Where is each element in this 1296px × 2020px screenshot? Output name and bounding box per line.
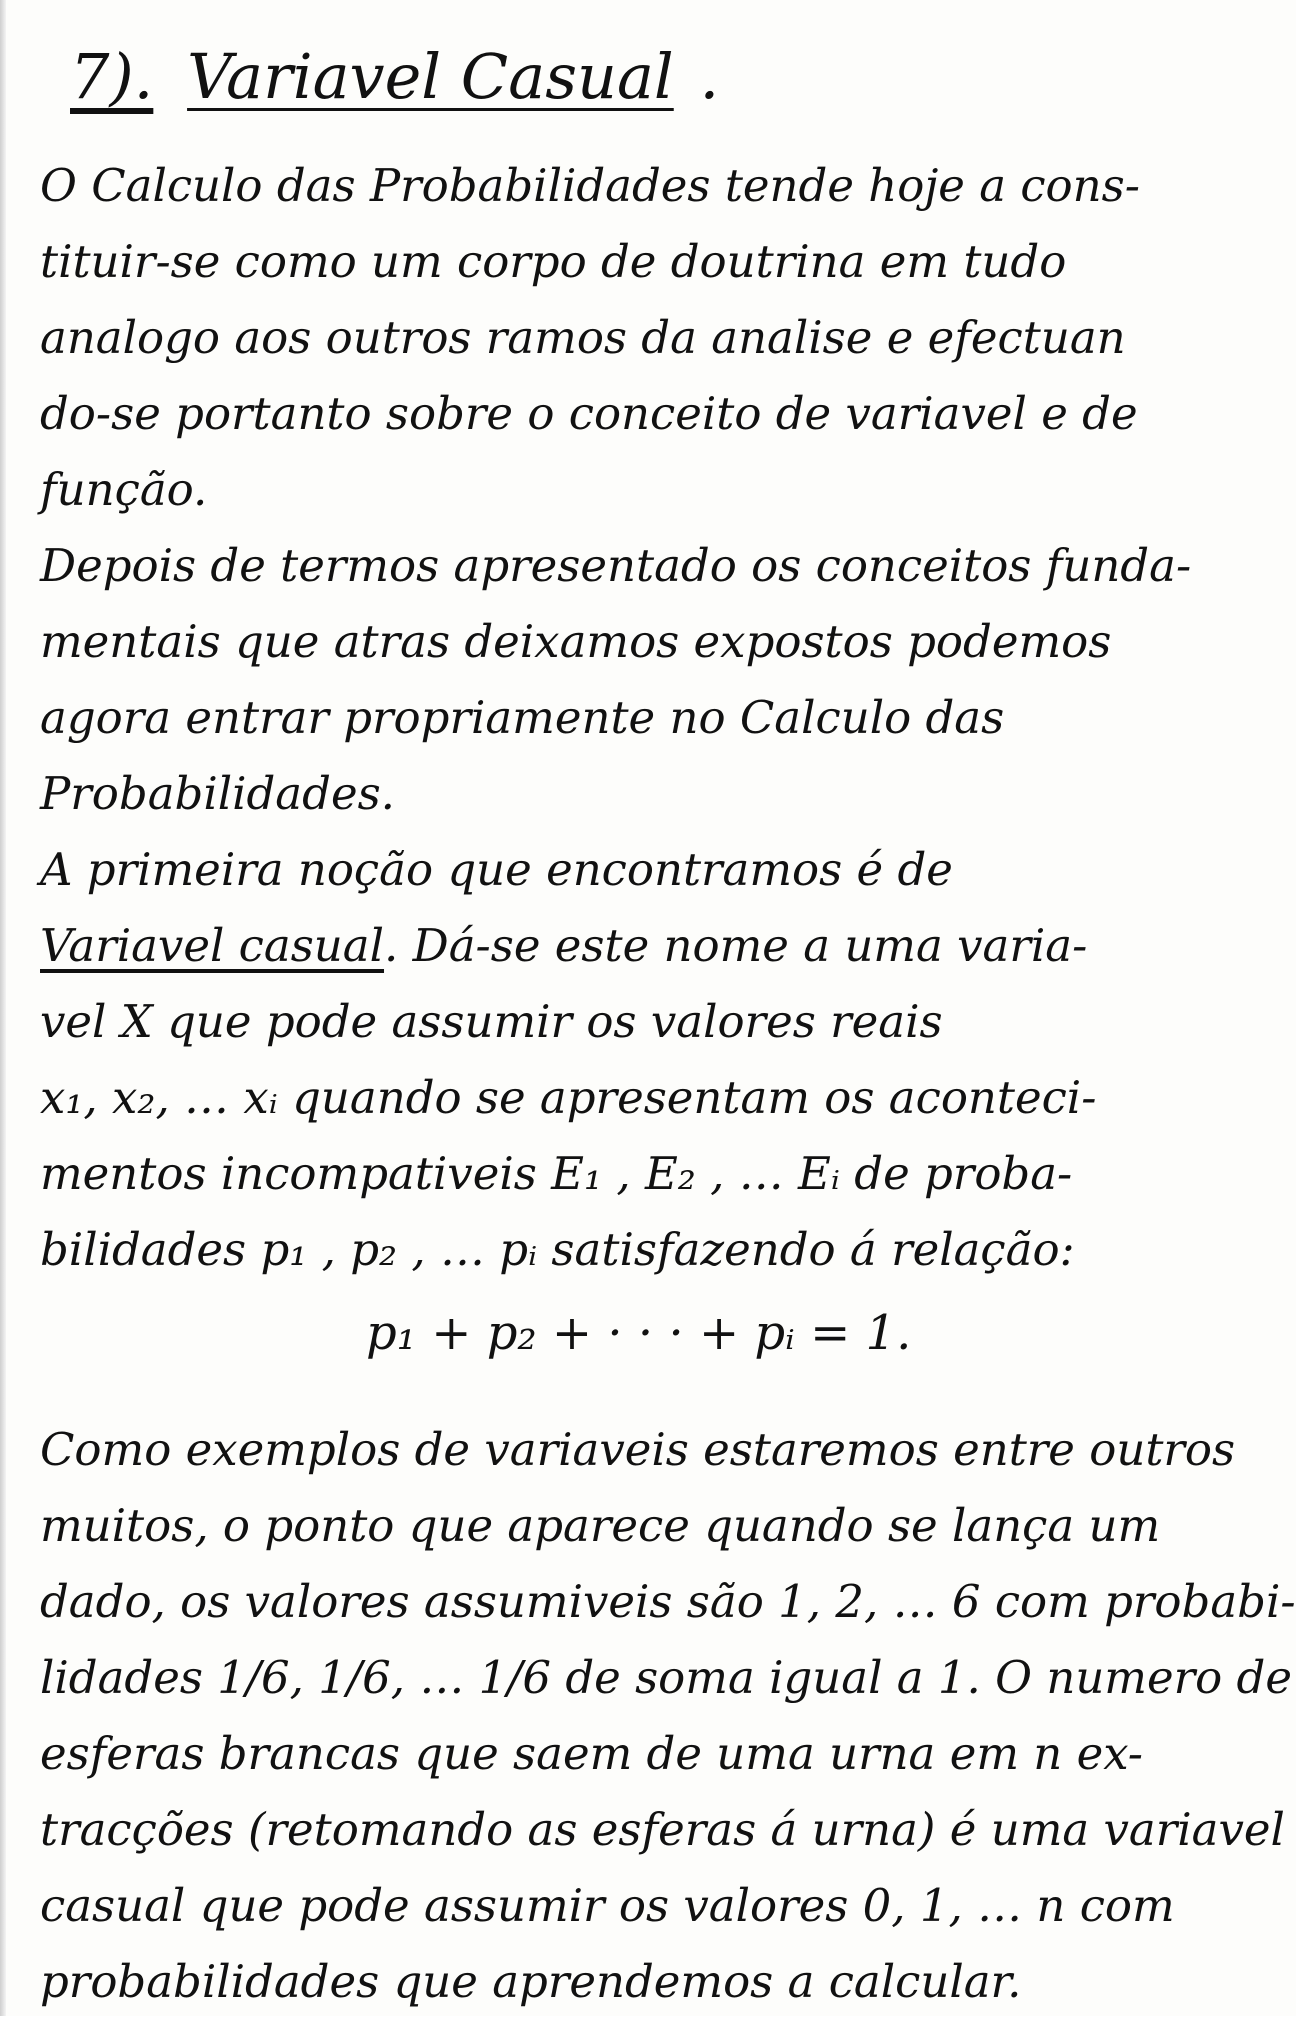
text-line: Depois de termos apresentado os conceitos funda- [40,539,1192,593]
probability-sum-formula: p₁ + p₂ + · · · + pᵢ = 1. [366,1305,912,1362]
text-line: Probabilidades. [40,767,395,821]
text-line: função. [40,463,208,517]
text-line: vel X que pode assumir os valores reais [40,995,943,1049]
text-line: A primeira noção que encontramos é de [40,843,953,897]
paragraph-context [40,528,1260,832]
text-line: muitos, o ponto que aparece quando se lança um [40,1499,1161,1553]
text-line: lidades 1/6, 1/6, … 1/6 de soma igual a 1. O numero de [40,1651,1292,1705]
text-line: esferas brancas que saem de uma urna em n ex- [40,1727,1144,1781]
text-line: bilidades p₁ , p₂ , … pᵢ satisfazendo á relação: [40,1223,1075,1277]
page-left-edge [0,0,6,2016]
text-line: tracções (retomando as esferas á urna) é uma variavel [40,1803,1285,1857]
text-line: casual que pode assumir os valores 0, 1, … n com [40,1879,1175,1933]
text-line: O Calculo das Probabilidades tende hoje a cons- [40,159,1140,213]
section-number: 7). [70,40,154,113]
text-line: Como exemplos de variaveis estaremos entre outros [40,1423,1236,1477]
text-line: dado, os valores assumiveis são 1, 2, … 6 com probabi- [40,1575,1296,1629]
text-line: analogo aos outros ramos da analise e efectuan [40,311,1126,365]
paragraph-definition [40,832,1260,1378]
handwritten-text [40,148,1296,2020]
text-line-with-term [40,908,1260,984]
text-line: agora entrar propriamente no Calculo das [40,691,1005,745]
paragraph-examples [40,1412,1296,2020]
text-line: do-se portanto sobre o conceito de variavel e de [40,387,1138,441]
paragraph-intro [40,148,1260,528]
defined-term: Variavel casual [40,919,385,973]
text-line: tituir-se como um corpo de doutrina em tudo [40,235,1067,289]
text-line: x₁, x₂, … xᵢ quando se apresentam os aconteci- [40,1071,1097,1125]
section-title-dot: . [699,40,720,113]
section-title-text: Variavel Casual [187,40,674,113]
text-line: mentos incompativeis E₁ , E₂ , … Eᵢ de proba- [40,1147,1073,1201]
definition-text: . Dá-se este nome a uma varia- [384,919,1088,973]
text-line: mentais que atras deixamos expostos podemos [40,615,1112,669]
text-line: probabilidades que aprendemos a calcular. [40,1955,1022,2009]
section-title [40,40,1260,114]
